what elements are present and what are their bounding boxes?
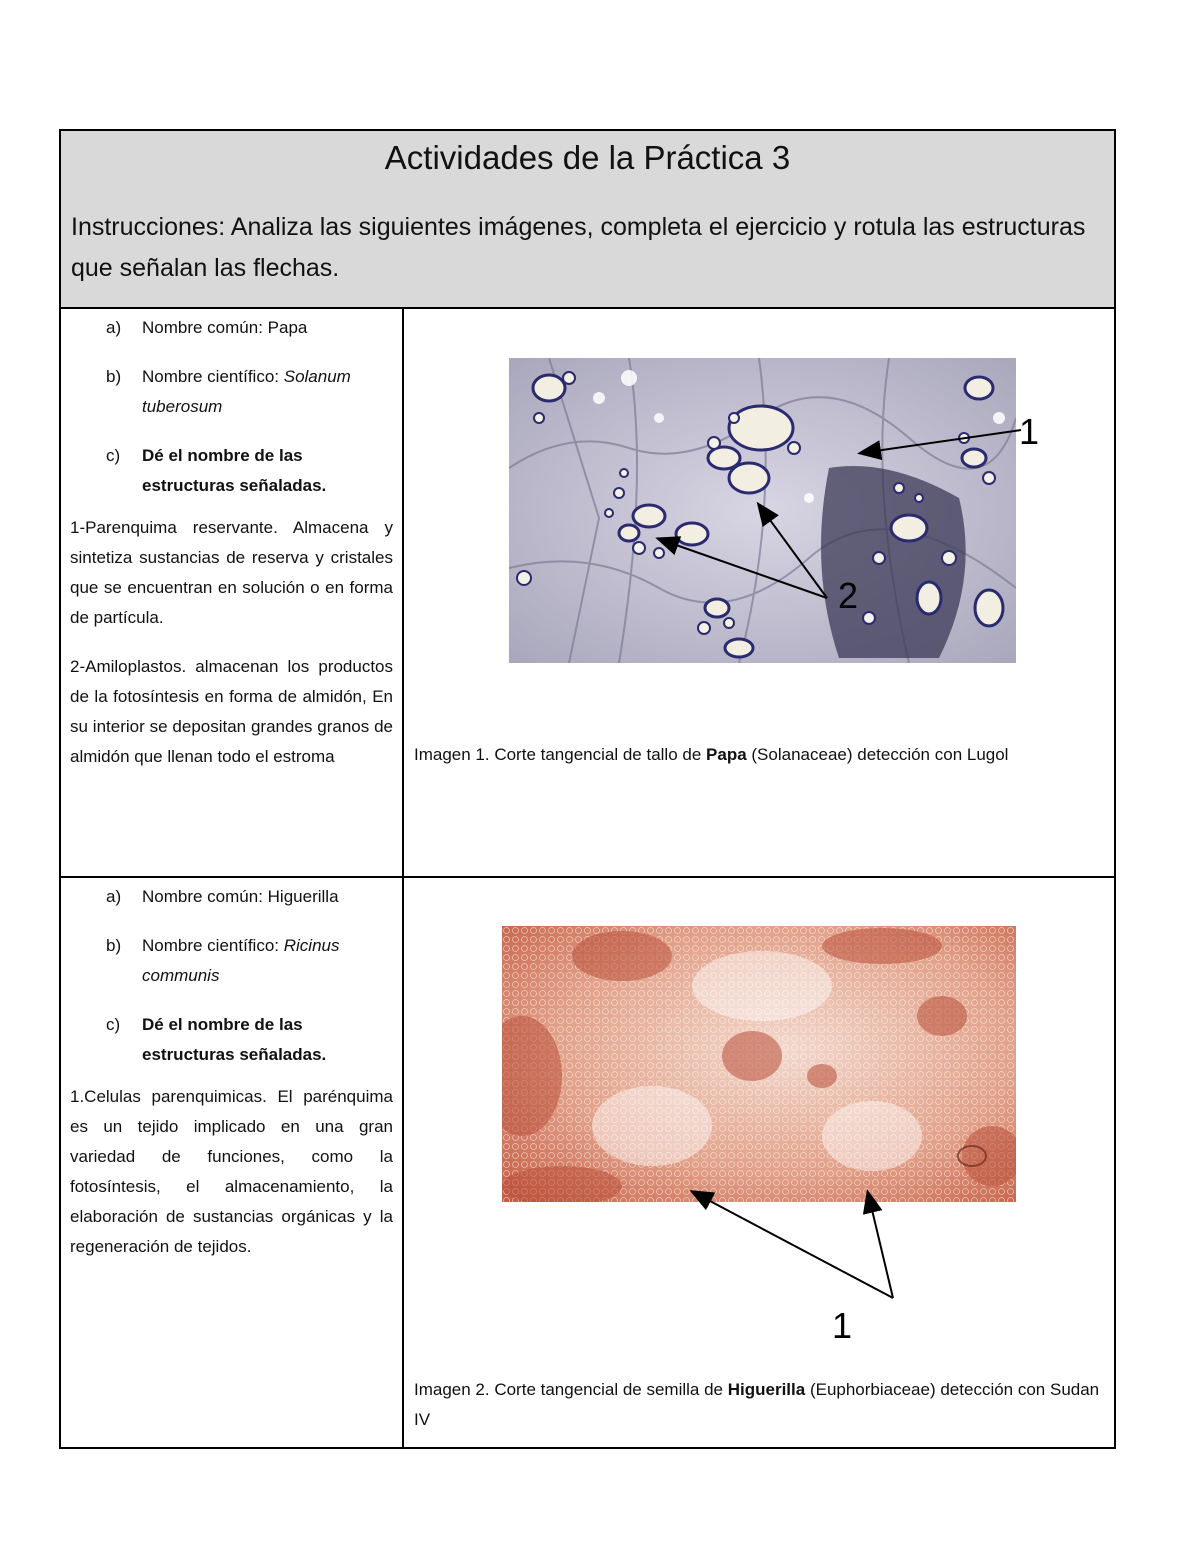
list-marker: c): [106, 1015, 121, 1034]
table-header: [61, 131, 1114, 309]
structure-label: 2: [838, 575, 859, 616]
structures-prompt: Dé el nombre de las estructuras señaladas.: [142, 446, 327, 495]
answer-paragraph: 1-Parenquima reservante. Almacena y sintetiza sustancias de reserva y cristales que se encuentran en solución o en forma de partícula.: [70, 518, 393, 627]
caption-bold: Higuerilla: [727, 1380, 806, 1399]
activity-table: [59, 129, 1116, 1449]
scientific-name-label: Nombre científico:: [142, 367, 284, 386]
instructions-text: Instrucciones: Analiza las siguientes imágenes, completa el ejercicio y rotula las estructuras que señalan las flechas.: [71, 213, 1086, 282]
image-caption: [414, 740, 1104, 770]
structure-label: 1: [1019, 411, 1040, 452]
scientific-name: Ricinus communis: [142, 936, 340, 985]
common-name: Nombre común: Higuerilla: [142, 887, 339, 906]
list-marker: a): [106, 318, 122, 337]
common-name: Nombre común: Papa: [142, 318, 308, 337]
image-caption: [414, 1375, 1104, 1435]
table-row: [61, 309, 1114, 878]
list-item: [70, 931, 393, 991]
structures-prompt: Dé el nombre de las estructuras señaladas.: [142, 1015, 327, 1064]
description-cell: [70, 878, 393, 1262]
arrow: [759, 505, 827, 598]
arrow-overlay: [681, 1158, 921, 1308]
arrow: [659, 539, 827, 598]
table-row: [61, 878, 1114, 1449]
description-cell: [70, 309, 393, 772]
answer-paragraph: 2-Amiloplastos. almacenan los productos de la fotosíntesis en forma de almidón, En su interior se depositan grandes granos de almidón que llenan todo el estroma: [70, 657, 393, 766]
list-marker: b): [106, 367, 122, 386]
caption-text: Corte tangencial de tallo de: [494, 745, 707, 764]
arrow: [868, 1193, 893, 1298]
list-item: [70, 362, 393, 422]
list-marker: b): [106, 936, 122, 955]
list-item: [70, 313, 393, 343]
scientific-name: Solanum tuberosum: [142, 367, 351, 416]
list-marker: a): [106, 887, 122, 906]
list-marker: c): [106, 446, 121, 465]
scientific-name-label: Nombre científico:: [142, 936, 284, 955]
caption-text: (Euphorbiaceae) detección con Sudan IV: [414, 1380, 1100, 1429]
list-item: [70, 1010, 393, 1070]
list-item: [70, 882, 393, 912]
arrow: [693, 1192, 893, 1298]
page-title: Actividades de la Práctica 3: [384, 139, 791, 176]
caption-bold: Papa: [706, 745, 747, 764]
answer-paragraph: 1.Celulas parenquimicas. El parénquima es un tejido implicado en una gran variedad de funciones, como la fotosíntesis, el almacenamiento, la elaboración de sustancias orgánicas y la regeneración de tejidos.: [70, 1087, 393, 1256]
structure-label: 1: [832, 1305, 853, 1346]
caption-prefix: Imagen 2.: [414, 1380, 495, 1399]
list-item: [70, 441, 393, 501]
caption-text: (Solanaceae) detección con Lugol: [746, 745, 1009, 764]
caption-prefix: Imagen 1.: [414, 745, 495, 764]
caption-text: Corte tangencial de semilla de: [494, 1380, 728, 1399]
arrow: [861, 430, 1021, 453]
